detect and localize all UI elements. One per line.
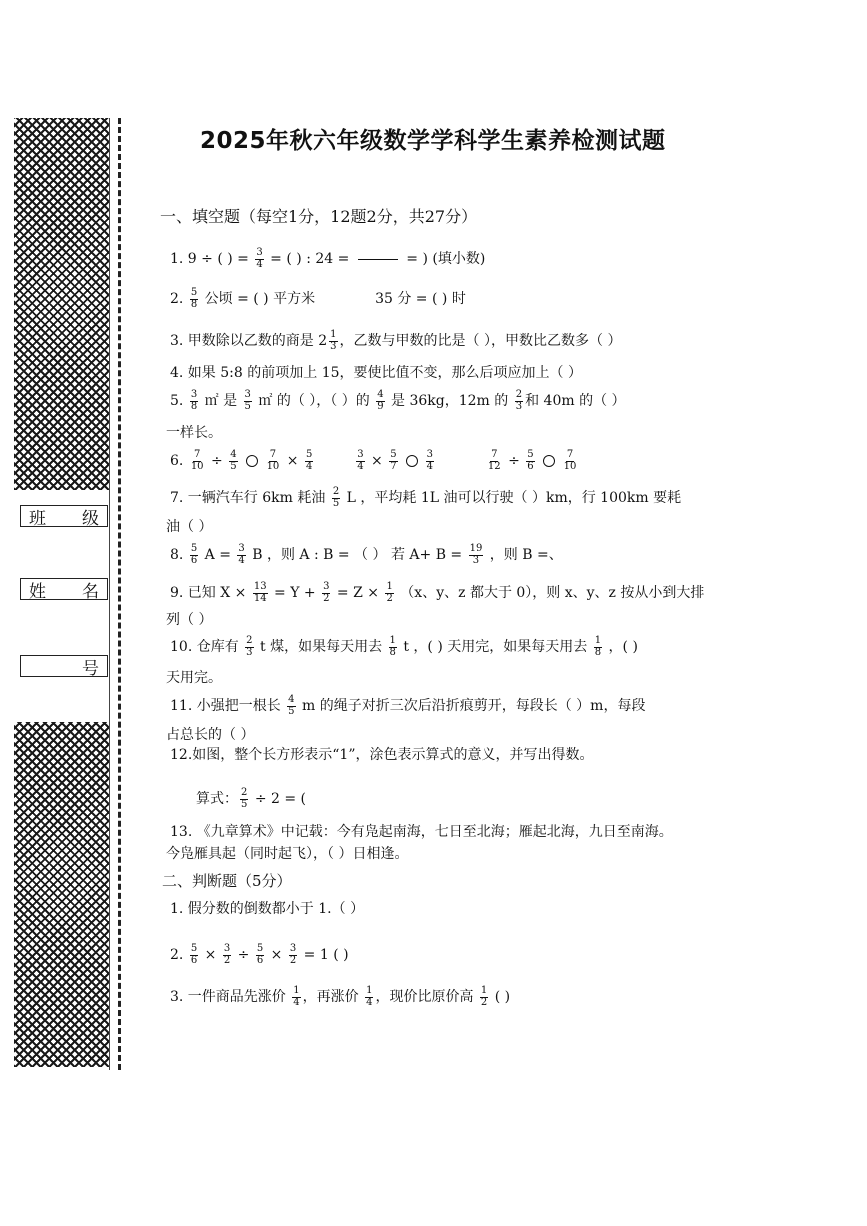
judge-question-1: 1. 假分数的倒数都小于 1.（ ）: [170, 901, 365, 917]
question-1: 1. 9 ÷ ( ) = $\frac{3}{4}$ = ( ) : 24 = = ) (填小数): [170, 247, 486, 270]
section1-heading: 一、填空题（每空1分，12题2分，共27分）: [160, 207, 478, 226]
question-7-cont: 油（ ）: [166, 519, 213, 535]
question-10-cont: 天用完。: [166, 670, 222, 686]
question-12-formula: 算式： $\frac{2}{5}$ ÷ 2 = (: [196, 787, 307, 810]
binding-pattern-top: [14, 118, 110, 490]
question-5: 5. $\frac{3}{8}$ ㎡ 是 $\frac{3}{5}$ ㎡ 的（ ），（ ）的 $\frac{4}{9}$ 是 36kg，12m 的 $\frac{2}{3}$ 和 40m 的（ ）: [170, 389, 626, 412]
question-7: 7. 一辆汽车行 6km 耗油 $\frac{2}{5}$ L ，平均耗 1L 油可以行驶（ ）km，行 100km 要耗: [170, 486, 682, 509]
binding-pattern-bottom: [14, 722, 110, 1067]
question-8: 8. $\frac{5}{6}$ A = $\frac{3}{4}$ B ，则 A : B = （ ） 若 A+ B = $\frac{19}{3}$ ，则 B =、: [170, 543, 563, 566]
question-9-cont: 列（ ）: [166, 612, 213, 628]
number-field[interactable]: [20, 655, 108, 677]
question-5-cont: 一样长。: [166, 425, 222, 441]
question-2: 2. $\frac{5}{8}$ 公顷 = ( ) 平方米 35 分 = ( ) 时: [170, 287, 466, 310]
question-9: 9. 已知 X × $\frac{13}{14}$ = Y + $\frac{3}{2}$ = Z × $\frac{1}{2}$ （x、y、z 都大于 0），则 x、y、z 按从小到大排: [170, 581, 705, 604]
compare-circle[interactable]: [246, 455, 258, 467]
fraction: $\frac{3}{4}$: [256, 247, 263, 270]
name-label-2: 名: [82, 581, 99, 602]
question-13-cont: 今凫雁具起（同时起飞），（ ）日相逢。: [166, 846, 409, 862]
question-10: 10. 仓库有 $\frac{2}{3}$ t 煤，如果每天用去 $\frac{1}{8}$ t ，( ) 天用完，如果每天用去 $\frac{1}{8}$ ，( ): [170, 635, 638, 658]
number-label: 号: [82, 658, 99, 679]
question-12: 12.如图，整个长方形表示“1”，涂色表示算式的意义，并写出得数。: [170, 747, 594, 763]
question-6: 6. $\frac{7}{10}$ ÷ $\frac{4}{5}$ $\frac{7}{10}$ × $\frac{5}{4}$ $\frac{3}{4}$ × $\frac{5}{7}$ $\frac{3}{4}$ $\frac{7}{12}$ ÷ $\frac{5}{6}$ $\frac{7}{10}$: [170, 449, 577, 472]
class-field[interactable]: [20, 505, 108, 527]
compare-circle[interactable]: [543, 455, 555, 467]
question-11: 11. 小强把一根长 $\frac{4}{5}$ m 的绳子对折三次后沿折痕剪开，每段长（ ）m，每段: [170, 694, 646, 717]
binding-dashed-line: [118, 118, 121, 1070]
blank-line: [358, 259, 398, 260]
judge-question-2: 2. $\frac{5}{6}$ × $\frac{3}{2}$ ÷ $\frac{5}{6}$ × $\frac{3}{2}$ = 1 ( ): [170, 943, 349, 966]
class-label-2: 级: [82, 508, 99, 529]
name-label-1: 姓: [29, 581, 46, 602]
compare-circle[interactable]: [406, 455, 418, 467]
class-label-1: 班: [29, 508, 46, 529]
page-title: 2025年秋六年级数学学科学生素养检测试题: [200, 128, 666, 154]
question-4: 4. 如果 5:8 的前项加上 15，要使比值不变，那么后项应加上（ ）: [170, 365, 582, 381]
binding-solid-line: [109, 118, 110, 1070]
judge-question-3: 3. 一件商品先涨价 $\frac{1}{4}$ ，再涨价 $\frac{1}{4}$ ，现价比原价高 $\frac{1}{2}$ ( ): [170, 985, 511, 1008]
question-3: 3. 甲数除以乙数的商是 2 $\frac{1}{3}$ ，乙数与甲数的比是（ ），甲数比乙数多（ ）: [170, 329, 622, 352]
question-13: 13. 《九章算术》中记载：今有凫起南海，七日至北海；雁起北海，九日至南海。: [170, 824, 673, 840]
name-field[interactable]: [20, 578, 108, 600]
question-11-cont: 占总长的（ ）: [166, 727, 255, 743]
section2-heading: 二、判断题（5分）: [162, 872, 292, 890]
